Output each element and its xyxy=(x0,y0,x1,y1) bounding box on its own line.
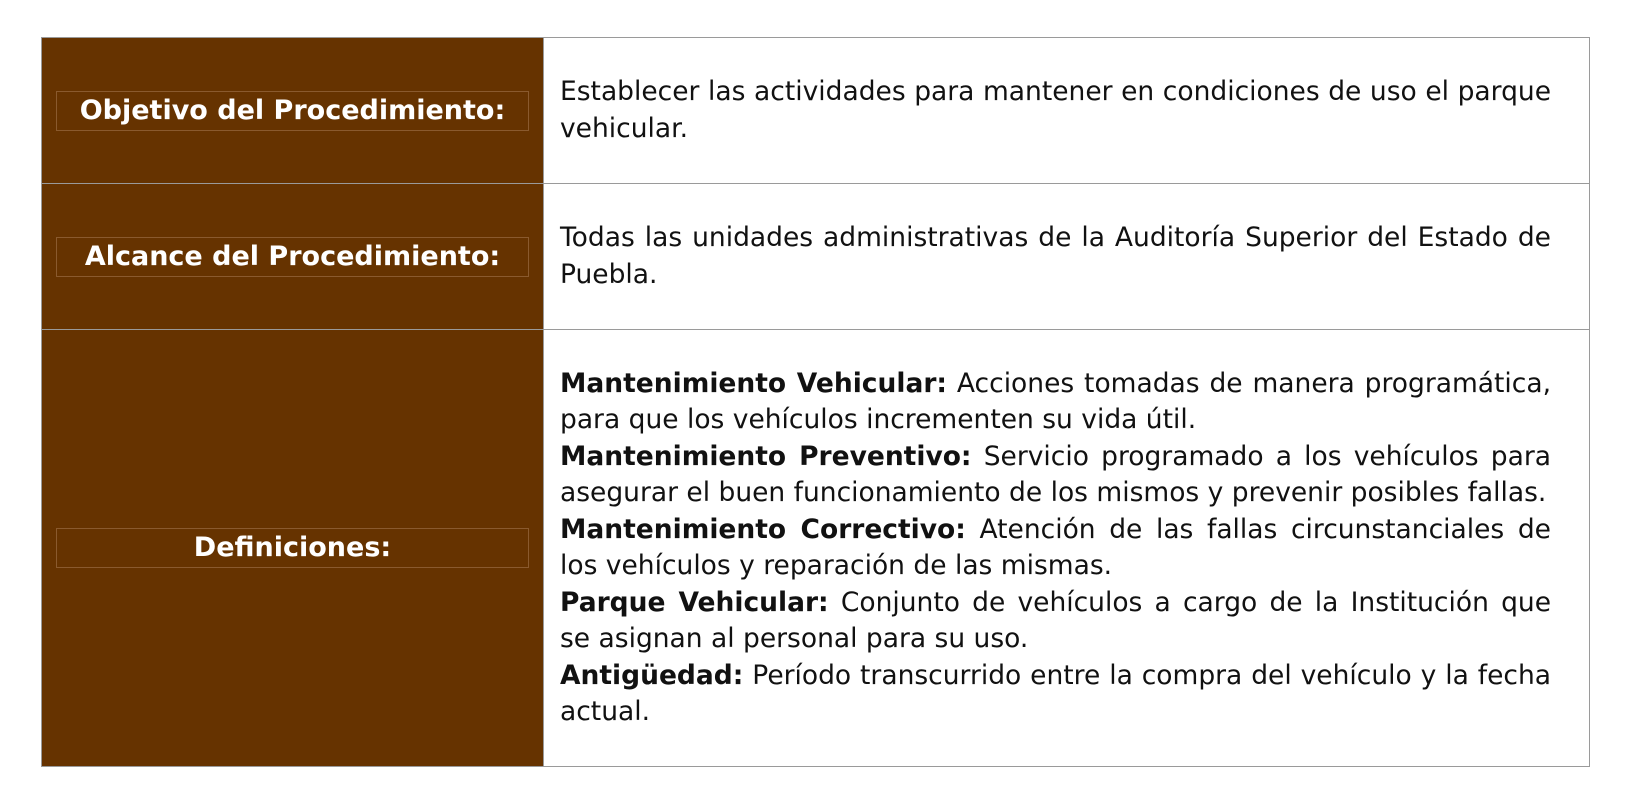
alcance-text: Todas las unidades administrativas de la Auditoría Superior del Estado de Puebla. xyxy=(560,222,1551,290)
definiciones-label-cell xyxy=(42,330,544,767)
definition-item xyxy=(560,439,1551,512)
definition-text: Acciones tomadas de manera programática, para que los vehículos incrementen su vida útil. xyxy=(560,367,1551,435)
definition-item xyxy=(560,512,1551,585)
procedure-info-table xyxy=(41,37,1590,767)
row-objetivo xyxy=(42,38,1590,184)
definition-item xyxy=(560,658,1551,731)
objetivo-content-cell xyxy=(544,38,1590,184)
row-alcance xyxy=(42,184,1590,330)
definition-term: Antigüedad: xyxy=(560,659,744,691)
objetivo-label: Objetivo del Procedimiento: xyxy=(56,91,529,131)
definition-text: Período transcurrido entre la compra del vehículo y la fecha actual. xyxy=(560,659,1551,727)
alcance-label: Alcance del Procedimiento: xyxy=(56,237,529,277)
definition-item xyxy=(560,585,1551,658)
definition-text: Servicio programado a los vehículos para asegurar el buen funcionamiento de los mismos y prevenir posibles fallas. xyxy=(560,440,1551,508)
objetivo-label-cell xyxy=(42,38,544,184)
definition-item xyxy=(560,366,1551,439)
row-definiciones xyxy=(42,330,1590,767)
definition-text: Conjunto de vehículos a cargo de la Institución que se asignan al personal para su uso. xyxy=(560,586,1551,654)
definition-term: Parque Vehicular: xyxy=(560,586,829,618)
definition-term: Mantenimiento Vehicular: xyxy=(560,367,947,399)
alcance-label-cell xyxy=(42,184,544,330)
definition-text: Atención de las fallas circunstanciales de los vehículos y reparación de las mismas. xyxy=(560,513,1551,581)
objetivo-text: Establecer las actividades para mantener en condiciones de uso el parque vehicular. xyxy=(560,76,1551,144)
alcance-content-cell xyxy=(544,184,1590,330)
definition-term: Mantenimiento Correctivo: xyxy=(560,513,966,545)
definition-term: Mantenimiento Preventivo: xyxy=(560,440,972,472)
definiciones-label: Definiciones: xyxy=(56,528,529,568)
definiciones-content-cell xyxy=(544,330,1590,767)
